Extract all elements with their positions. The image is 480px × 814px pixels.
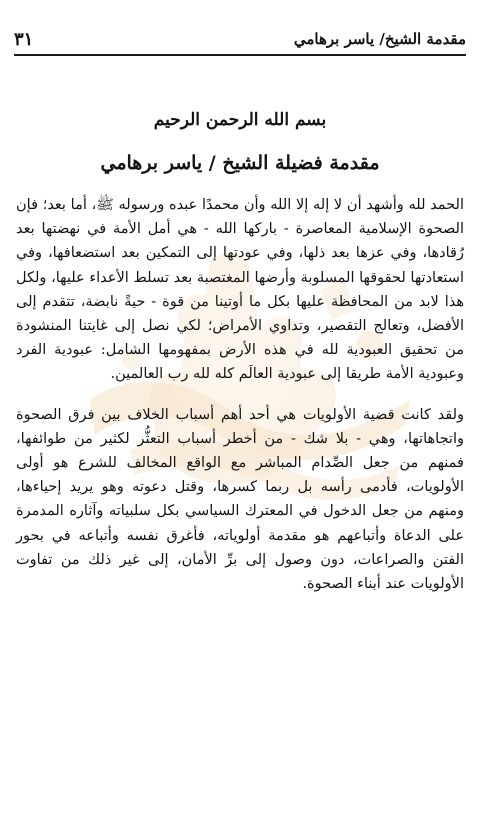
basmala-heading: بسم الله الرحمن الرحيم [153,110,327,130]
paragraph-2: ولقد كانت قضية الأولويات هي أحد أهم أسباب الخلاف بين فرق الصحوة واتجاهاتها، وهي - بلا شك - من أخطر أسباب التعثُّر لكثير من طوائفها، فمنهم من جعل الصِّدام المباشر مع الواقع المخالف للشرع هو أولى الأولويات، فأدمى رأسه بل ربما كسرها، وقتل دعوته وهو يريد إحياءها، ومنهم من جعل الدخول في المعترك السياسي بكل سلبياته وآثاره المدمرة على الدعاة وأتباعهم هو مقدمة أولوياته، فأغرق نفسه وأتباعه في بحور الفتن والصراعات، دون وصول إلى برِّ الأمان، إلى غير ذلك من تفاوت الأولويات عند أبناء الصحوة. [16,406,464,593]
running-title: مقدمة الشيخ/ ياسر برهامي [293,30,466,48]
header-divider [14,54,466,56]
page-header [14,26,466,52]
section-title: مقدمة فضيلة الشيخ / ياسر برهامي [100,152,380,174]
page-number: ٣١ [14,28,34,50]
paragraph-1: الحمد لله وأشهد أن لا إله إلا الله وأن محمدًا عبده ورسوله ﷺ، أما بعد؛ فإن الصحوة الإسلامية المعاصرة - باركها الله - هي أمل الأمة في نهضتها بعد رُقادها، وفي عزها بعد ذلها، وفي عودتها إلى التمكين بعد استضعافها، وفي استعادتها لحقوقها المسلوبة وأرضها المغتصبة بعد تسلط الأعداء عليها، ولكل هذا لابد من المحافظة عليها بكل ما أوتينا من قوة - حيةً نابضة، تتقدم إلى الأفضل، وتعالج التقصير، وتداوي الأمراض؛ لكي نصل إلى غايتنا المنشودة من تحقيق العبودية لله في هذه الأرض بمفهومها الشامل: عبودية الفرد وعبودية الأمة طريقا إلى عبودية العالَم كله لله رب العالمين. [16,197,464,383]
body-text [16,193,464,596]
